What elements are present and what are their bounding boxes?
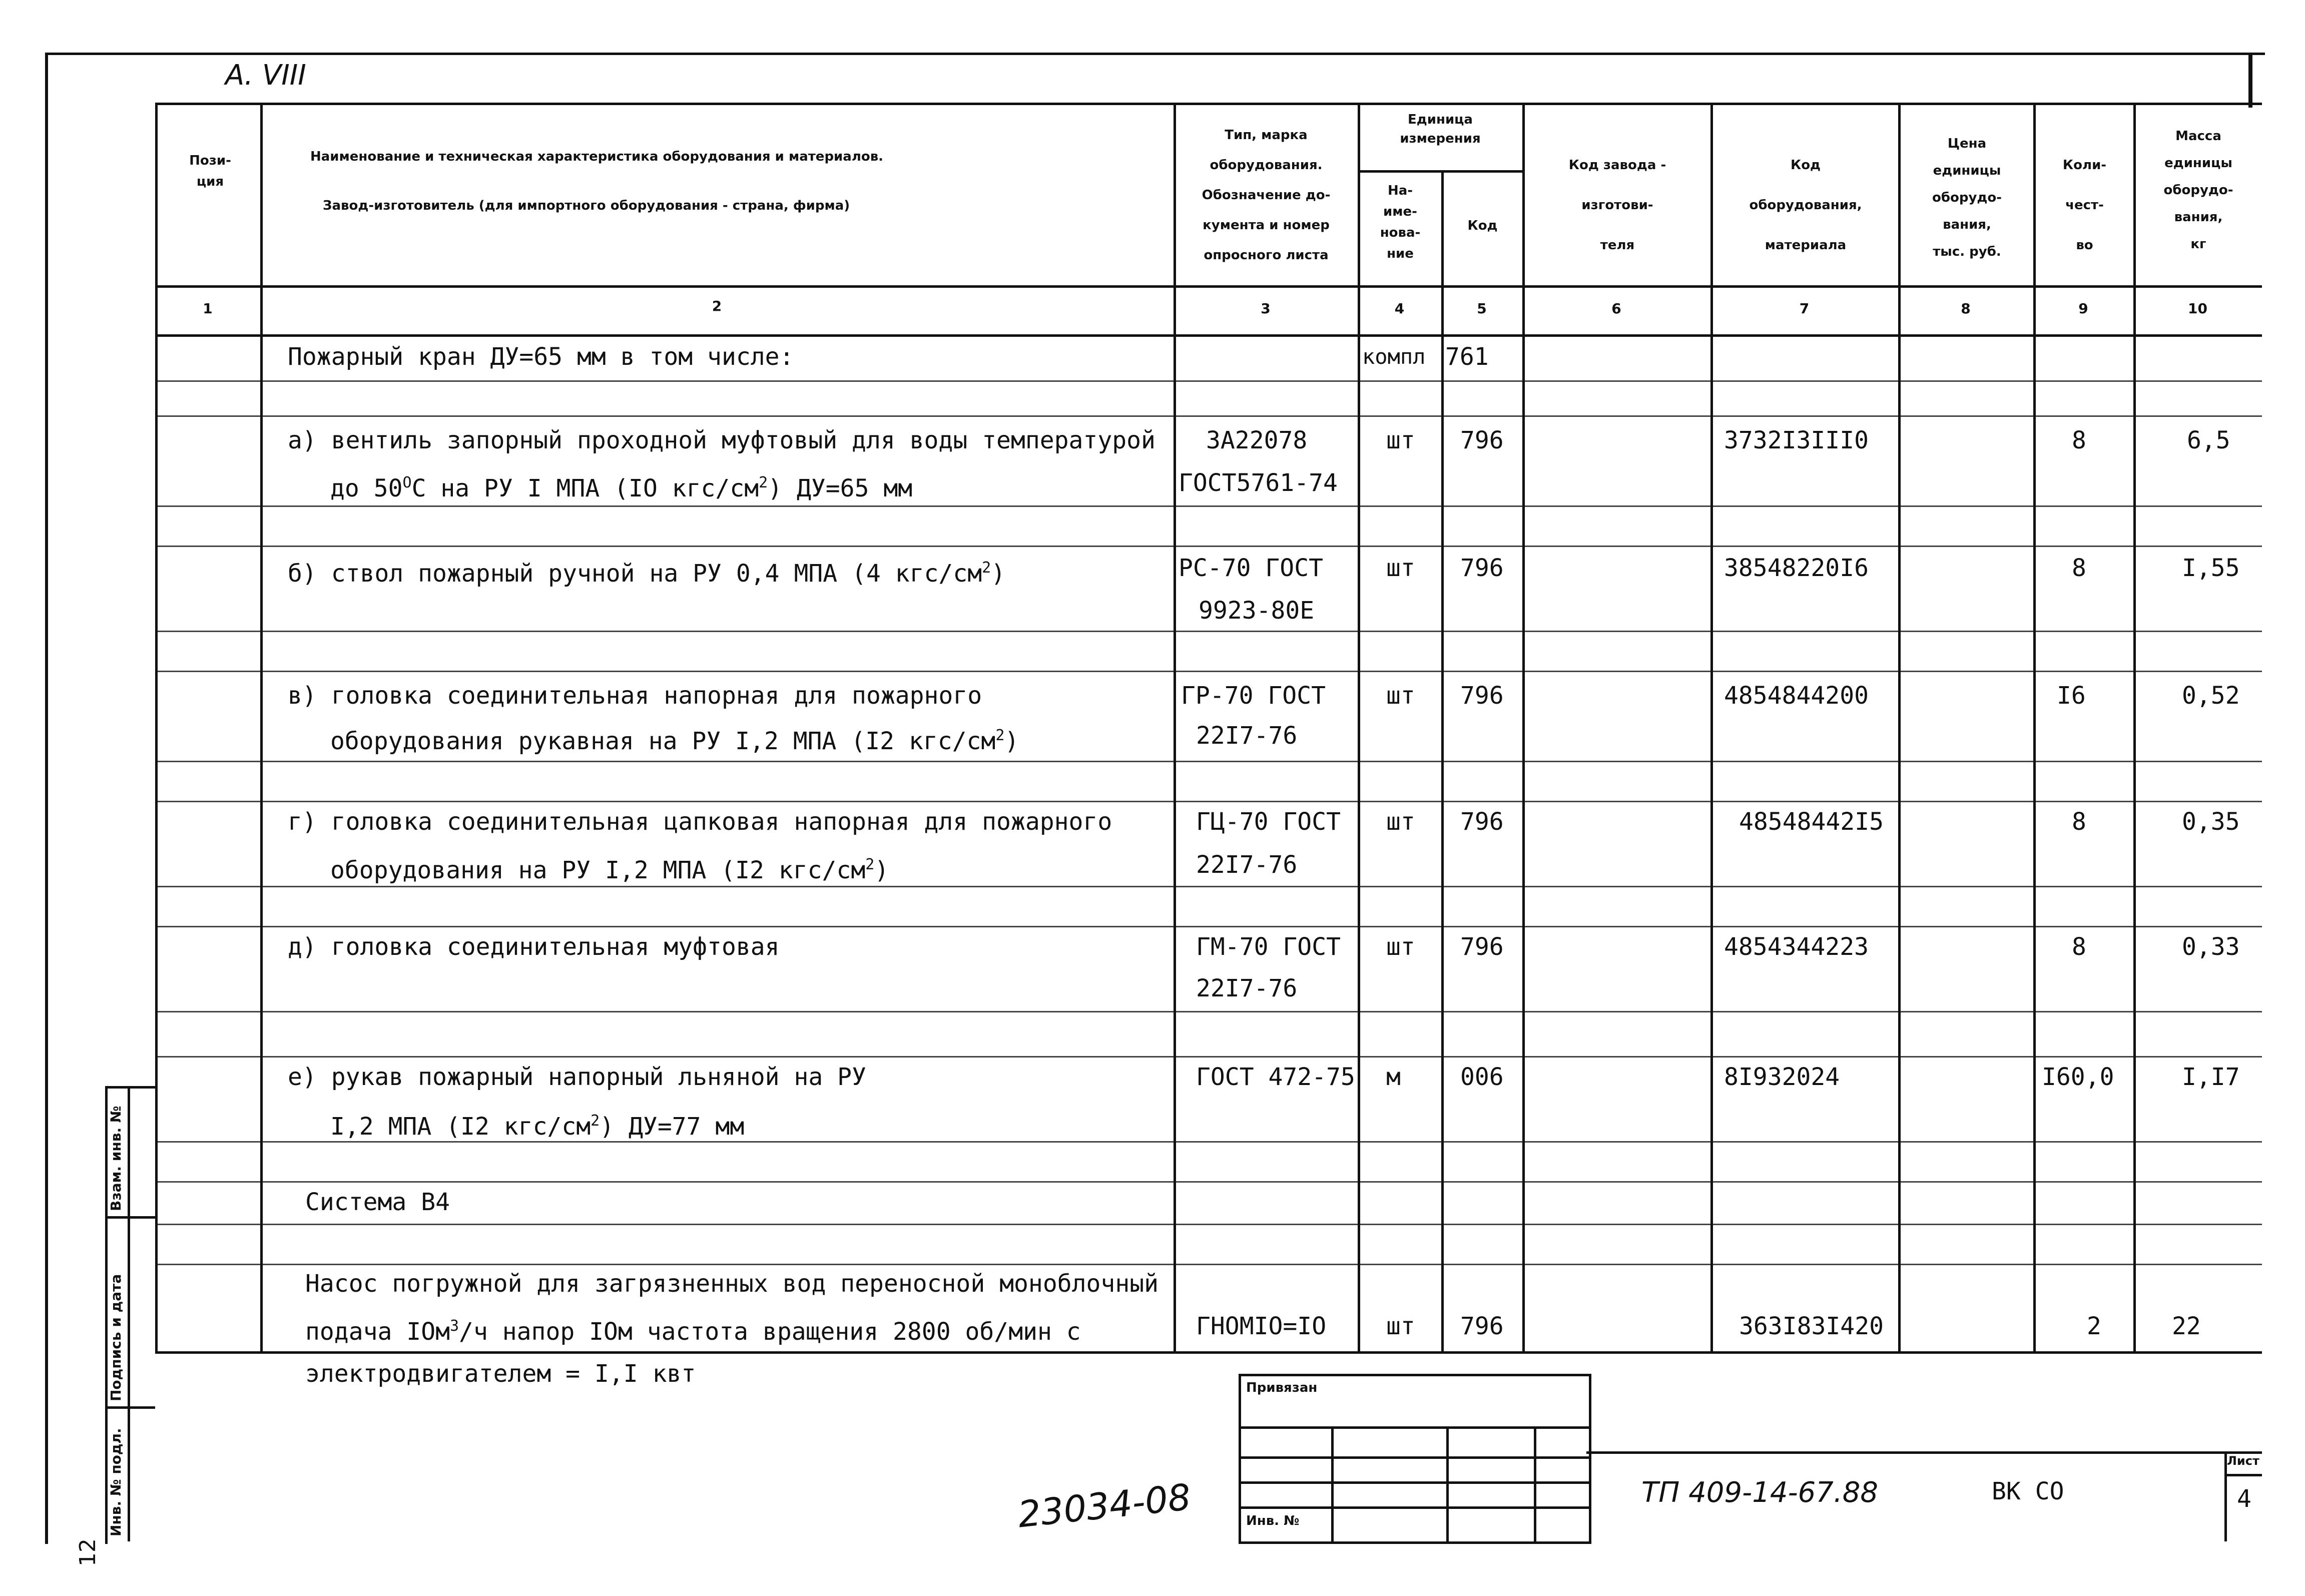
row-name-cont: до $50^OС$ на РУ I МПА (IO кгс/$см^2$) ДУ=65 мм [330,474,913,502]
table-bottom-line [155,1351,2262,1354]
row-name: Насос погружной для загрязненных вод переносной моноблочный [305,1270,1159,1298]
col-line [2133,103,2136,1354]
header-type: Тип, марка оборудования. Обозначение до- кумента и номер опросного листа [1202,128,1331,263]
row-line [155,761,2262,762]
col-number: 4 [1394,300,1405,317]
stamp-inv-no: Инв. № [1246,1513,1300,1528]
row-mass: I,55 [2182,554,2240,582]
row-unit-code: 796 [1460,554,1504,582]
row-material-code: 48548442I5 [1739,808,1884,836]
row-quantity: 8 [2072,933,2086,961]
row-line [155,1224,2262,1225]
stamp-line [1534,1426,1536,1541]
row-quantity: I6 [2057,682,2086,710]
stamp-line [2224,1474,2262,1476]
row-type: ГР-70 ГОСТ [1181,682,1326,710]
row-unit-code: 796 [1460,808,1504,836]
col-line [1710,103,1713,1354]
row-unit: компл [1362,344,1426,369]
stamp-line [1239,1481,1589,1484]
col-line [2033,103,2036,1354]
row-type: РС-70 ГОСТ [1179,554,1323,582]
row-line [155,505,2262,507]
side-label-orig: Инв. № подл. [108,1428,124,1536]
col-number: 6 [1611,300,1621,317]
col-line [1522,103,1525,1354]
row-section-title: Система В4 [305,1188,450,1216]
row-quantity: 2 [2087,1312,2101,1340]
row-mass: 22 [2172,1312,2201,1340]
row-type-doc: 9923-80Е [1199,597,1315,625]
row-name-cont: подача IOм$^3$/ч напор IOм частота вращения 2800 об/мин с [305,1317,1081,1346]
col-line [1441,170,1444,1354]
row-material-code: 4854844200 [1724,682,1869,710]
sheet-label: Лист [2227,1454,2259,1468]
row-unit: шт [1386,1312,1415,1340]
row-type-doc: 22I7-76 [1196,974,1298,1002]
row-quantity: 8 [2072,426,2086,454]
row-type: ГОСТ 472-75 [1196,1063,1355,1091]
colnum-bottom-line [155,334,2262,337]
row-type: 3А22078 [1206,426,1308,454]
row-name: б) ствол пожарный ручной на РУ 0,4 МПА (4 кгс/$см^2$) [288,559,1006,588]
row-unit: шт [1386,808,1415,836]
row-mass: 6,5 [2187,426,2230,454]
row-name: д) головка соединительная муфтовая [288,933,780,961]
row-material-code: 3732I3III0 [1724,426,1869,454]
row-unit-code: 796 [1460,933,1504,961]
doc-section: ВК СО [1992,1477,2064,1505]
col-number: 3 [1261,300,1271,317]
stamp-line [1239,1456,1589,1459]
row-unit-code: 761 [1445,343,1489,371]
row-line [155,1011,2262,1012]
side-label-inv: Взам. инв. № [108,1106,124,1211]
row-material-code: 4854344223 [1724,933,1869,961]
stamp-line [1239,1426,1589,1429]
side-stamp-line [105,1216,155,1219]
row-line [155,380,2262,382]
row-material-code: 38548220I6 [1724,554,1869,582]
col-number: 7 [1799,300,1810,317]
row-unit: шт [1386,933,1415,961]
col-number: 9 [2078,300,2088,317]
row-name-cont: оборудования на РУ I,2 МПА (I2 кгс/$см^2$) [330,856,889,884]
stamp-line [1446,1426,1449,1541]
row-unit-code: 796 [1460,1312,1504,1340]
row-name-cont: I,2 МПА (I2 кгс/$см^2$) ДУ=77 мм [330,1112,745,1141]
row-quantity: 8 [2072,554,2086,582]
row-mass: 0,35 [2182,808,2240,836]
header-name-line2: Завод-изготовитель (для импортного оборудования - страна, фирма) [323,198,850,213]
handwritten-number: 23034-08 [1016,1475,1193,1536]
unit-group-line [1358,170,1522,173]
row-line [155,886,2262,887]
row-name: Пожарный кран ДУ=65 мм в том числе: [288,343,794,371]
stamp-line [1586,1451,2262,1454]
row-material-code: 8I932024 [1724,1063,1840,1091]
header-price: Цена единицы оборудо- вания, тыс. руб. [1932,136,2002,259]
header-unit-name: На- име- нова- ние [1380,183,1421,261]
row-quantity: 8 [2072,808,2086,836]
stamp-line [1331,1426,1334,1541]
row-line [155,415,2262,417]
row-unit: шт [1386,426,1415,454]
row-name-cont2: электродвигателем = I,I квт [305,1360,696,1388]
frame-edge [2248,53,2252,108]
stamp-privyazan: Привязан [1246,1380,1318,1395]
sheet-top-label: А. VIII [225,59,306,92]
row-unit: шт [1386,682,1415,710]
row-name: е) рукав пожарный напорный льняной на РУ [288,1063,866,1091]
header-unit-code: Код [1467,218,1498,233]
side-label-sign: Подпись и дата [108,1274,124,1401]
col-number: 5 [1477,300,1487,317]
col-number: 10 [2188,300,2207,317]
row-name: в) головка соединительная напорная для пожарного [288,682,982,710]
row-type-doc: 22I7-76 [1196,851,1298,879]
row-line [155,671,2262,672]
stamp-line [1239,1506,1589,1509]
sheet-number: 4 [2237,1485,2251,1513]
row-line [155,631,2262,632]
col-line [1898,103,1901,1354]
row-unit: шт [1386,554,1415,582]
row-type-doc: ГОСТ5761-74 [1179,469,1338,497]
row-mass: 0,52 [2182,682,2240,710]
col-number: 8 [1961,300,1971,317]
col-line [260,103,263,1354]
col-number: 2 [712,298,722,314]
row-name: а) вентиль запорный проходной муфтовый для воды температурой [288,426,1156,454]
header-factory-code: Код завода - изготови- теля [1568,158,1666,253]
row-type-doc: 22I7-76 [1196,722,1298,750]
header-name-line1: Наименование и техническая характеристика оборудования и материалов. [310,149,884,164]
row-material-code: 363I83I420 [1739,1312,1884,1340]
row-mass: I,I7 [2182,1063,2240,1091]
doc-code: ТП 409-14-67.88 [1641,1476,1878,1509]
row-line [155,1056,2262,1057]
row-type: ГМ-70 ГОСТ [1196,933,1341,961]
header-unit-group: Единица измерения [1400,112,1481,146]
header-position: Пози- ция [189,153,231,189]
col-line [1174,103,1176,1354]
row-line [155,546,2262,547]
row-name: г) головка соединительная цапковая напорная для пожарного [288,808,1112,836]
table-top-line [155,103,2262,105]
row-line [155,1181,2262,1183]
row-line [155,926,2262,927]
header-quantity: Коли- чест- во [2062,158,2107,253]
row-line [155,1264,2262,1265]
col-number: 1 [203,300,213,317]
header-bottom-line [155,285,2262,288]
row-unit: м [1386,1063,1401,1091]
row-line [155,801,2262,802]
header-material-code: Код оборудования, материала [1749,158,1862,253]
row-type: ГЦ-70 ГОСТ [1196,808,1341,836]
side-stamp-line [105,1406,155,1409]
row-mass: 0,33 [2182,933,2240,961]
header-mass: Масса единицы оборудо- вания, кг [2163,129,2233,252]
side-number: 12 [75,1538,101,1566]
row-name-cont: оборудования рукавная на РУ I,2 МПА (I2 кгс/$см^2$) [330,727,1019,755]
row-unit-code: 796 [1460,682,1504,710]
row-type: ГНОМIO=IO [1196,1312,1327,1340]
side-stamp-line [128,1086,130,1541]
row-unit-code: 006 [1460,1063,1504,1091]
row-unit-code: 796 [1460,426,1504,454]
col-line [1358,103,1360,1354]
row-quantity: I60,0 [2042,1063,2114,1091]
